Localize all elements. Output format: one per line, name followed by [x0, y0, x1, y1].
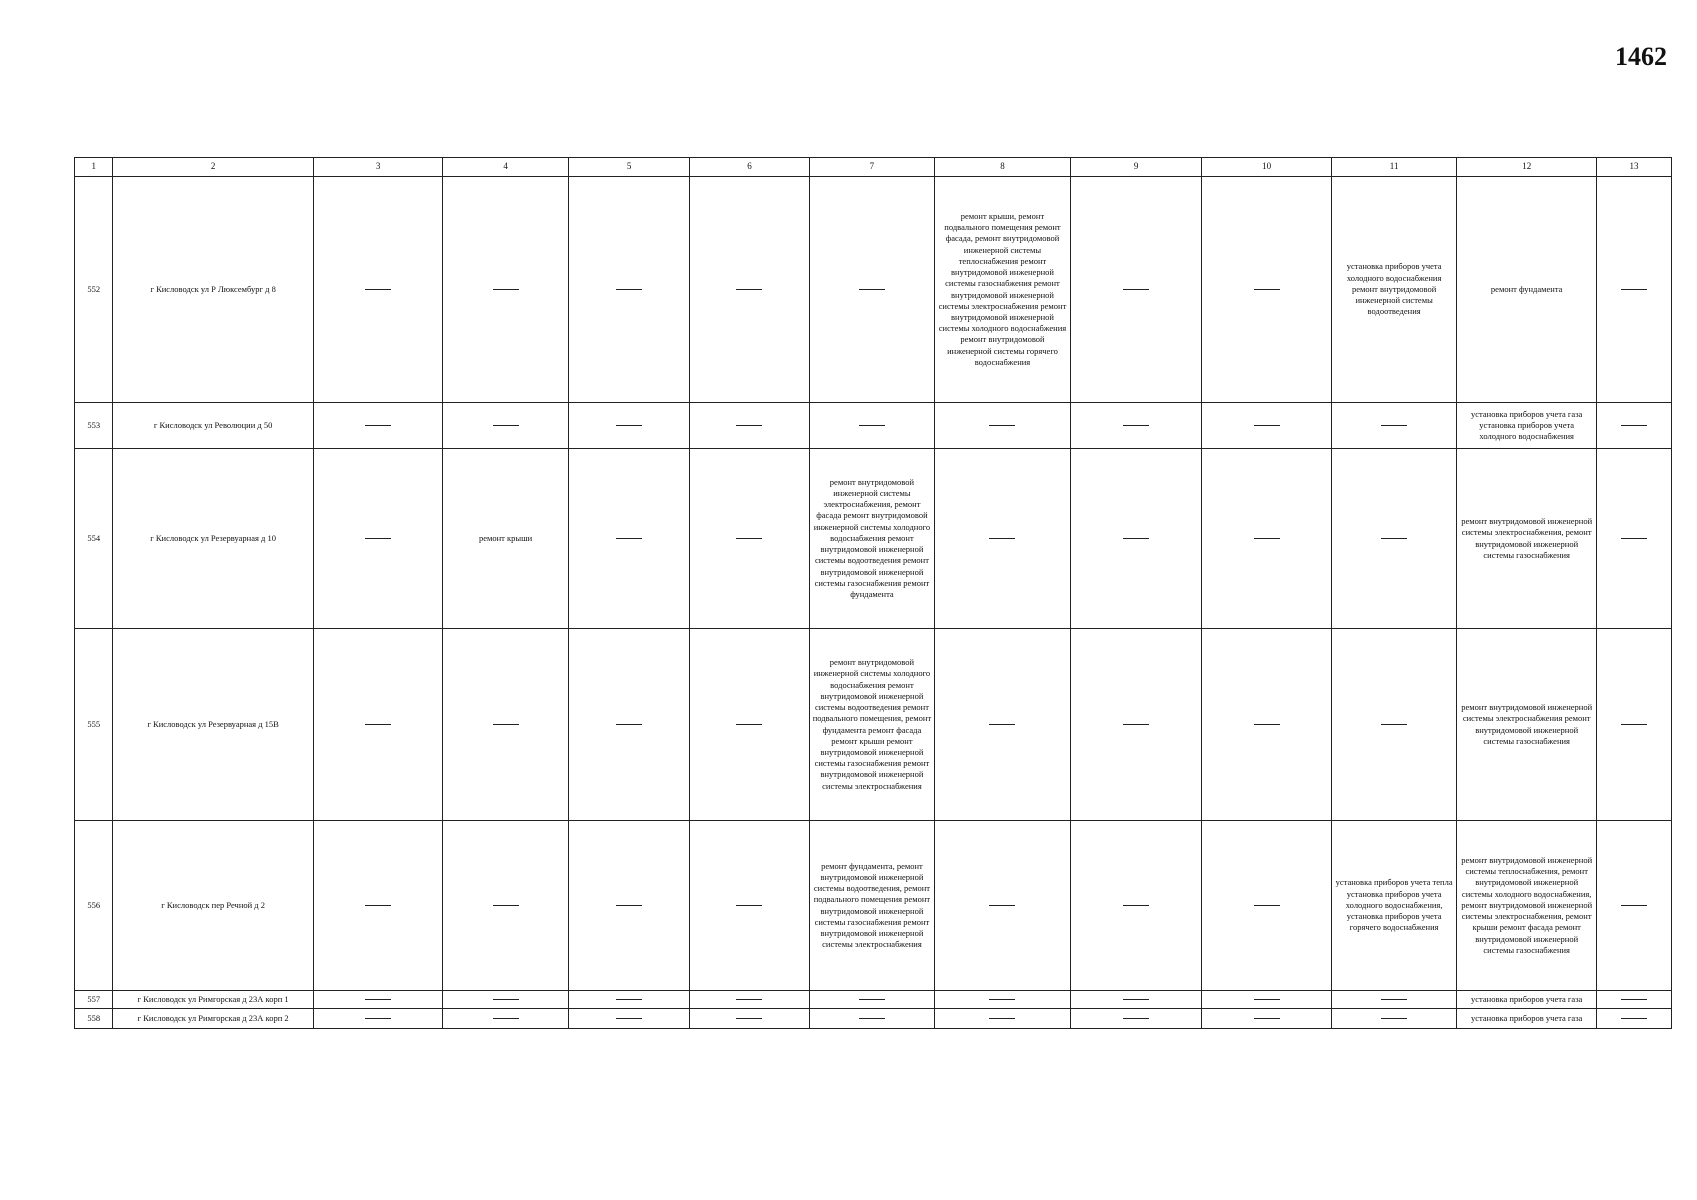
table-row	[75, 821, 1672, 991]
empty-cell	[313, 821, 443, 991]
empty-cell	[1331, 449, 1456, 629]
empty-cell	[1070, 629, 1202, 821]
header-row	[75, 158, 1672, 177]
empty-cell	[568, 991, 689, 1009]
dash-mark	[365, 425, 391, 426]
work-description: ремонт внутридомовой инженерной системы теплоснабжения, ремонт внутридомовой инженерной системы холодного водоснабжения, ремонт внутридомовой инженерной системы электроснабжения, ремонт крыши ремонт фасада ремонт внутридомовой инженерной системы газоснабжения	[1457, 821, 1597, 991]
dash-mark	[365, 905, 391, 906]
empty-cell	[690, 403, 809, 449]
dash-mark	[365, 289, 391, 290]
dash-mark	[859, 1018, 885, 1019]
dash-mark	[989, 724, 1015, 725]
work-description: ремонт внутридомовой инженерной системы электроснабжения, ремонт внутридомовой инженерной системы газоснабжения	[1457, 449, 1597, 629]
dash-mark	[1381, 538, 1407, 539]
empty-cell	[1331, 1009, 1456, 1029]
table-header	[75, 158, 1672, 177]
row-address: г Кисловодск ул Римгорская д 23А корп 1	[113, 991, 313, 1009]
column-header: 8	[935, 158, 1071, 177]
work-description: ремонт фундамента	[1457, 177, 1597, 403]
dash-mark	[859, 999, 885, 1000]
empty-cell	[443, 629, 568, 821]
dash-mark	[1123, 724, 1149, 725]
empty-cell	[809, 1009, 934, 1029]
table-row	[75, 1009, 1672, 1029]
work-description: ремонт внутридомовой инженерной системы холодного водоснабжения ремонт внутридомовой инженерной системы водоотведения ремонт подвального помещения, ремонт фундамента ремонт фасада ремонт крыши ремонт внутридомовой инженерной системы газоснабжения ремонт внутридомовой инженерной системы электроснабжения	[809, 629, 934, 821]
empty-cell	[1070, 449, 1202, 629]
empty-cell	[809, 403, 934, 449]
row-number: 557	[75, 991, 113, 1009]
work-description: установка приборов учета тепла установка приборов учета холодного водоснабжения, установка приборов учета горячего водоснабжения	[1331, 821, 1456, 991]
dash-mark	[989, 1018, 1015, 1019]
dash-mark	[1381, 999, 1407, 1000]
dash-mark	[1123, 538, 1149, 539]
dash-mark	[1123, 905, 1149, 906]
dash-mark	[616, 905, 642, 906]
empty-cell	[443, 177, 568, 403]
empty-cell	[690, 629, 809, 821]
dash-mark	[736, 289, 762, 290]
dash-mark	[1621, 425, 1647, 426]
empty-cell	[690, 177, 809, 403]
column-header: 6	[690, 158, 809, 177]
empty-cell	[568, 821, 689, 991]
table-row	[75, 449, 1672, 629]
empty-cell	[935, 991, 1071, 1009]
row-address: г Кисловодск ул Резервуарная д 10	[113, 449, 313, 629]
empty-cell	[809, 177, 934, 403]
empty-cell	[1597, 1009, 1672, 1029]
dash-mark	[616, 425, 642, 426]
empty-cell	[313, 629, 443, 821]
dash-mark	[1254, 538, 1280, 539]
dash-mark	[493, 1018, 519, 1019]
table-row	[75, 403, 1672, 449]
empty-cell	[1070, 991, 1202, 1009]
empty-cell	[1202, 449, 1332, 629]
dash-mark	[1621, 999, 1647, 1000]
dash-mark	[365, 1018, 391, 1019]
empty-cell	[1070, 821, 1202, 991]
empty-cell	[690, 1009, 809, 1029]
empty-cell	[1202, 629, 1332, 821]
table-row	[75, 177, 1672, 403]
empty-cell	[1331, 629, 1456, 821]
empty-cell	[690, 449, 809, 629]
dash-mark	[1254, 724, 1280, 725]
dash-mark	[1254, 289, 1280, 290]
column-header: 10	[1202, 158, 1332, 177]
column-header: 13	[1597, 158, 1672, 177]
column-header: 2	[113, 158, 313, 177]
empty-cell	[568, 1009, 689, 1029]
work-description: ремонт фундамента, ремонт внутридомовой инженерной системы водоотведения, ремонт подвального помещения ремонт внутридомовой инженерной системы газоснабжения ремонт внутридомовой инженерной системы электроснабжения	[809, 821, 934, 991]
table-row	[75, 991, 1672, 1009]
dash-mark	[736, 538, 762, 539]
row-number: 558	[75, 1009, 113, 1029]
dash-mark	[1123, 289, 1149, 290]
work-description: ремонт крыши	[443, 449, 568, 629]
empty-cell	[1331, 991, 1456, 1009]
empty-cell	[1331, 403, 1456, 449]
dash-mark	[736, 724, 762, 725]
dash-mark	[989, 905, 1015, 906]
dash-mark	[1254, 905, 1280, 906]
empty-cell	[1597, 821, 1672, 991]
empty-cell	[313, 403, 443, 449]
empty-cell	[313, 177, 443, 403]
empty-cell	[568, 629, 689, 821]
empty-cell	[1202, 403, 1332, 449]
work-description: ремонт крыши, ремонт подвального помещения ремонт фасада, ремонт внутридомовой инженерной системы теплоснабжения ремонт внутридомовой инженерной системы газоснабжения ремонт внутридомовой инженерной системы электроснабжения ремонт внутридомовой инженерной системы холодного водоснабжения ремонт внутридомовой инженерной системы горячего водоснабжения	[935, 177, 1071, 403]
dash-mark	[493, 289, 519, 290]
empty-cell	[690, 991, 809, 1009]
row-address: г Кисловодск ул Резервуарная д 15В	[113, 629, 313, 821]
column-header: 3	[313, 158, 443, 177]
empty-cell	[568, 403, 689, 449]
row-number: 556	[75, 821, 113, 991]
dash-mark	[989, 538, 1015, 539]
empty-cell	[313, 991, 443, 1009]
dash-mark	[1123, 999, 1149, 1000]
empty-cell	[568, 177, 689, 403]
dash-mark	[1621, 289, 1647, 290]
empty-cell	[568, 449, 689, 629]
empty-cell	[443, 991, 568, 1009]
row-address: г Кисловодск ул Римгорская д 23А корп 2	[113, 1009, 313, 1029]
column-header: 9	[1070, 158, 1202, 177]
empty-cell	[935, 403, 1071, 449]
empty-cell	[1597, 403, 1672, 449]
dash-mark	[859, 289, 885, 290]
work-description: ремонт внутридомовой инженерной системы электроснабжения, ремонт фасада ремонт внутридомовой инженерной системы холодного водоснабжения ремонт внутридомовой инженерной системы водоотведения ремонт внутридомовой инженерной системы газоснабжения ремонт фундамента	[809, 449, 934, 629]
row-address: г Кисловодск ул Революции д 50	[113, 403, 313, 449]
dash-mark	[989, 999, 1015, 1000]
work-description: установка приборов учета холодного водоснабжения ремонт внутридомовой инженерной системы водоотведения	[1331, 177, 1456, 403]
empty-cell	[1070, 1009, 1202, 1029]
empty-cell	[935, 449, 1071, 629]
dash-mark	[736, 999, 762, 1000]
dash-mark	[493, 724, 519, 725]
table-row	[75, 629, 1672, 821]
dash-mark	[616, 724, 642, 725]
empty-cell	[809, 991, 934, 1009]
dash-mark	[493, 999, 519, 1000]
dash-mark	[365, 538, 391, 539]
table-body	[75, 177, 1672, 1029]
dash-mark	[1621, 724, 1647, 725]
repair-registry-table	[74, 157, 1672, 1029]
dash-mark	[493, 425, 519, 426]
column-header: 11	[1331, 158, 1456, 177]
dash-mark	[1254, 1018, 1280, 1019]
column-header: 12	[1457, 158, 1597, 177]
dash-mark	[989, 425, 1015, 426]
empty-cell	[443, 1009, 568, 1029]
column-header: 4	[443, 158, 568, 177]
dash-mark	[616, 1018, 642, 1019]
empty-cell	[935, 821, 1071, 991]
row-number: 555	[75, 629, 113, 821]
empty-cell	[313, 449, 443, 629]
dash-mark	[616, 538, 642, 539]
dash-mark	[859, 425, 885, 426]
dash-mark	[1123, 1018, 1149, 1019]
dash-mark	[1621, 538, 1647, 539]
empty-cell	[1597, 991, 1672, 1009]
work-description: установка приборов учета газа	[1457, 1009, 1597, 1029]
empty-cell	[1597, 449, 1672, 629]
empty-cell	[1202, 821, 1332, 991]
dash-mark	[1381, 1018, 1407, 1019]
empty-cell	[313, 1009, 443, 1029]
empty-cell	[935, 629, 1071, 821]
dash-mark	[1254, 425, 1280, 426]
dash-mark	[616, 289, 642, 290]
row-number: 554	[75, 449, 113, 629]
row-address: г Кисловодск пер Речной д 2	[113, 821, 313, 991]
work-description: установка приборов учета газа	[1457, 991, 1597, 1009]
empty-cell	[1070, 177, 1202, 403]
empty-cell	[1070, 403, 1202, 449]
dash-mark	[493, 905, 519, 906]
dash-mark	[1381, 724, 1407, 725]
empty-cell	[935, 1009, 1071, 1029]
empty-cell	[1202, 177, 1332, 403]
dash-mark	[1254, 999, 1280, 1000]
dash-mark	[1123, 425, 1149, 426]
dash-mark	[736, 1018, 762, 1019]
dash-mark	[365, 724, 391, 725]
work-description: ремонт внутридомовой инженерной системы электроснабжения ремонт внутридомовой инженерной системы газоснабжения	[1457, 629, 1597, 821]
column-header: 7	[809, 158, 934, 177]
dash-mark	[1621, 905, 1647, 906]
dash-mark	[1621, 1018, 1647, 1019]
empty-cell	[1202, 1009, 1332, 1029]
dash-mark	[1381, 425, 1407, 426]
empty-cell	[1202, 991, 1332, 1009]
empty-cell	[443, 821, 568, 991]
empty-cell	[443, 403, 568, 449]
dash-mark	[736, 425, 762, 426]
empty-cell	[690, 821, 809, 991]
row-address: г Кисловодск ул Р Люксембург д 8	[113, 177, 313, 403]
dash-mark	[365, 999, 391, 1000]
dash-mark	[616, 999, 642, 1000]
row-number: 552	[75, 177, 113, 403]
column-header: 5	[568, 158, 689, 177]
dash-mark	[736, 905, 762, 906]
empty-cell	[1597, 629, 1672, 821]
page-number: 1462	[1615, 42, 1667, 71]
row-number: 553	[75, 403, 113, 449]
column-header: 1	[75, 158, 113, 177]
work-description: установка приборов учета газа установка приборов учета холодного водоснабжения	[1457, 403, 1597, 449]
empty-cell	[1597, 177, 1672, 403]
